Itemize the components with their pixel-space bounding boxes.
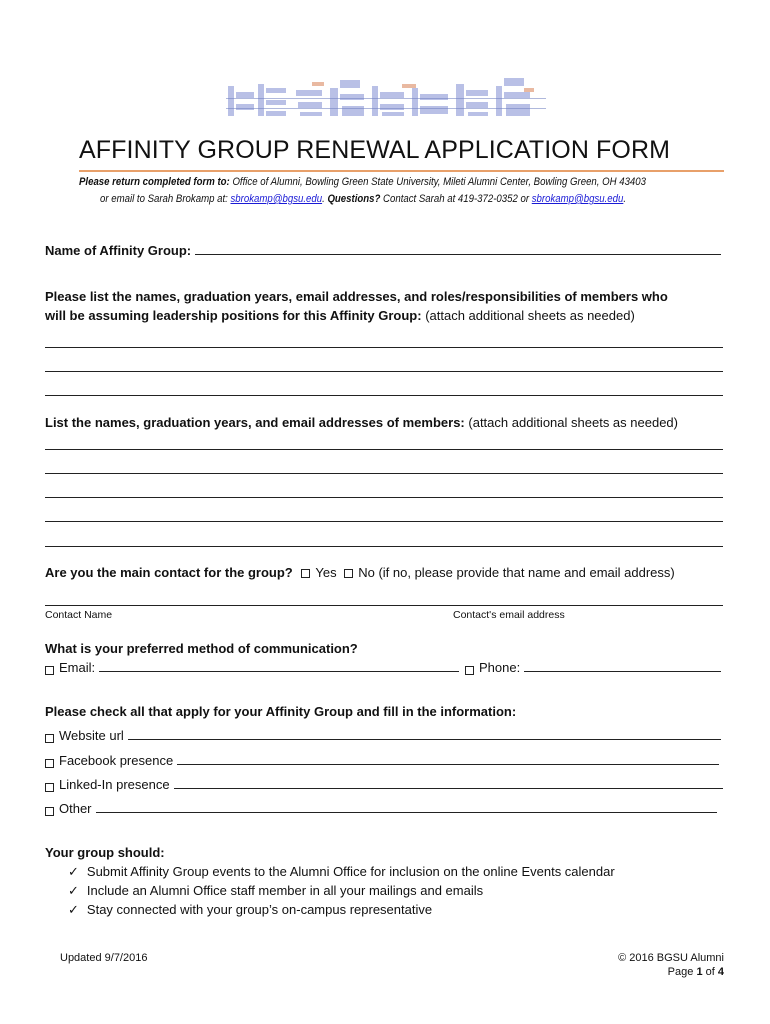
- checklist-item: [45, 753, 719, 768]
- members-label: [45, 415, 678, 430]
- list-item: [68, 864, 615, 880]
- facebook-label: Facebook presence: [59, 753, 174, 768]
- title-divider: [79, 170, 724, 172]
- website-checkbox[interactable]: [45, 734, 54, 743]
- yes-label: Yes: [315, 565, 337, 580]
- questions-lead: Questions?: [327, 193, 381, 205]
- questions-email-link[interactable]: sbrokamp@bgsu.edu: [531, 193, 624, 205]
- page-of: of: [705, 966, 715, 978]
- comm-email-row: [45, 660, 459, 675]
- footer-page-number: [668, 966, 724, 978]
- members-label-text: List the names, graduation years, and email addresses of members:: [45, 415, 465, 430]
- contact-email-caption: Contact's email address: [453, 609, 565, 621]
- facebook-field[interactable]: [177, 764, 719, 765]
- bgsu-alumni-logo: [226, 74, 546, 120]
- checkmark-icon: ✓: [68, 902, 79, 917]
- main-contact-row: [45, 565, 675, 580]
- end-period: .: [623, 193, 627, 205]
- website-field[interactable]: [128, 739, 721, 740]
- contact-name-caption: Contact Name: [45, 609, 113, 621]
- no-label: No (if no, please provide that name and email address): [358, 565, 675, 580]
- linkedin-label: Linked-In presence: [59, 777, 170, 792]
- should-item-3: Stay connected with your group’s on-campus representative: [86, 902, 433, 917]
- checkmark-icon: ✓: [68, 864, 79, 879]
- other-field[interactable]: [96, 812, 717, 813]
- communication-question: What is your preferred method of communication?: [45, 641, 358, 656]
- checklist-item: [45, 777, 723, 792]
- comm-phone-label: Phone:: [479, 660, 521, 675]
- checkmark-icon: ✓: [68, 883, 79, 898]
- form-title: AFFINITY GROUP RENEWAL APPLICATION FORM: [79, 136, 671, 164]
- members-line-4[interactable]: [45, 521, 723, 522]
- checklist-item: [45, 801, 717, 816]
- members-line-3[interactable]: [45, 497, 723, 498]
- other-label: Other: [59, 801, 92, 816]
- return-address: Office of Alumni, Bowling Green State University, Mileti Alumni Center, Bowling Green, OH 43403: [232, 176, 646, 188]
- footer-copyright: © 2016 BGSU Alumni: [618, 952, 724, 964]
- linkedin-field[interactable]: [174, 788, 723, 789]
- facebook-checkbox[interactable]: [45, 759, 54, 768]
- members-line-5[interactable]: [45, 546, 723, 547]
- leadership-line-2[interactable]: [45, 371, 723, 372]
- checklist-label: Please check all that apply for your Affinity Group and fill in the information:: [45, 704, 517, 719]
- no-checkbox[interactable]: [344, 569, 353, 578]
- sep-period: .: [322, 193, 325, 205]
- group-name-label: Name of Affinity Group:: [45, 243, 192, 258]
- checklist-item: [45, 728, 721, 743]
- list-item: [68, 902, 432, 918]
- return-lead: Please return completed form to:: [79, 176, 230, 188]
- email-instructions: [100, 190, 626, 208]
- should-label: Your group should:: [45, 845, 165, 860]
- return-instructions: [79, 173, 646, 191]
- contact-line[interactable]: [45, 605, 723, 606]
- page-prefix: Page: [667, 966, 694, 978]
- comm-phone-field[interactable]: [524, 671, 721, 672]
- linkedin-checkbox[interactable]: [45, 783, 54, 792]
- group-name-field[interactable]: [195, 254, 721, 255]
- footer-updated: Updated 9/7/2016: [60, 952, 148, 964]
- other-checkbox[interactable]: [45, 807, 54, 816]
- leadership-label-text: will be assuming leadership positions for this Affinity Group:: [45, 308, 422, 323]
- page-total: 4: [717, 966, 724, 978]
- phone-checkbox[interactable]: [465, 666, 474, 675]
- should-item-2: Include an Alumni Office staff member in all your mailings and emails: [86, 883, 484, 898]
- leadership-line-3[interactable]: [45, 395, 723, 396]
- leadership-label-1: Please list the names, graduation years, email addresses, and roles/responsibilities of members who: [45, 289, 668, 304]
- comm-email-field[interactable]: [99, 671, 459, 672]
- members-line-2[interactable]: [45, 473, 723, 474]
- page-current: 1: [696, 966, 703, 978]
- comm-email-label: Email:: [59, 660, 96, 675]
- main-contact-question: Are you the main contact for the group?: [45, 565, 293, 580]
- members-line-1[interactable]: [45, 449, 723, 450]
- should-item-1: Submit Affinity Group events to the Alumni Office for inclusion on the online Events calendar: [86, 864, 615, 879]
- leadership-label-2: [45, 308, 635, 323]
- group-name-row: [45, 243, 721, 258]
- leadership-line-1[interactable]: [45, 347, 723, 348]
- yes-checkbox[interactable]: [301, 569, 310, 578]
- list-item: [68, 883, 483, 899]
- email-checkbox[interactable]: [45, 666, 54, 675]
- members-note: (attach additional sheets as needed): [468, 415, 678, 430]
- website-label: Website url: [59, 728, 124, 743]
- questions-text: Contact Sarah at 419-372-0352 or: [383, 193, 530, 205]
- email-lead: or email to Sarah Brokamp at:: [100, 193, 228, 205]
- leadership-note: (attach additional sheets as needed): [425, 308, 635, 323]
- email-link[interactable]: sbrokamp@bgsu.edu: [230, 193, 323, 205]
- comm-phone-row: [465, 660, 721, 675]
